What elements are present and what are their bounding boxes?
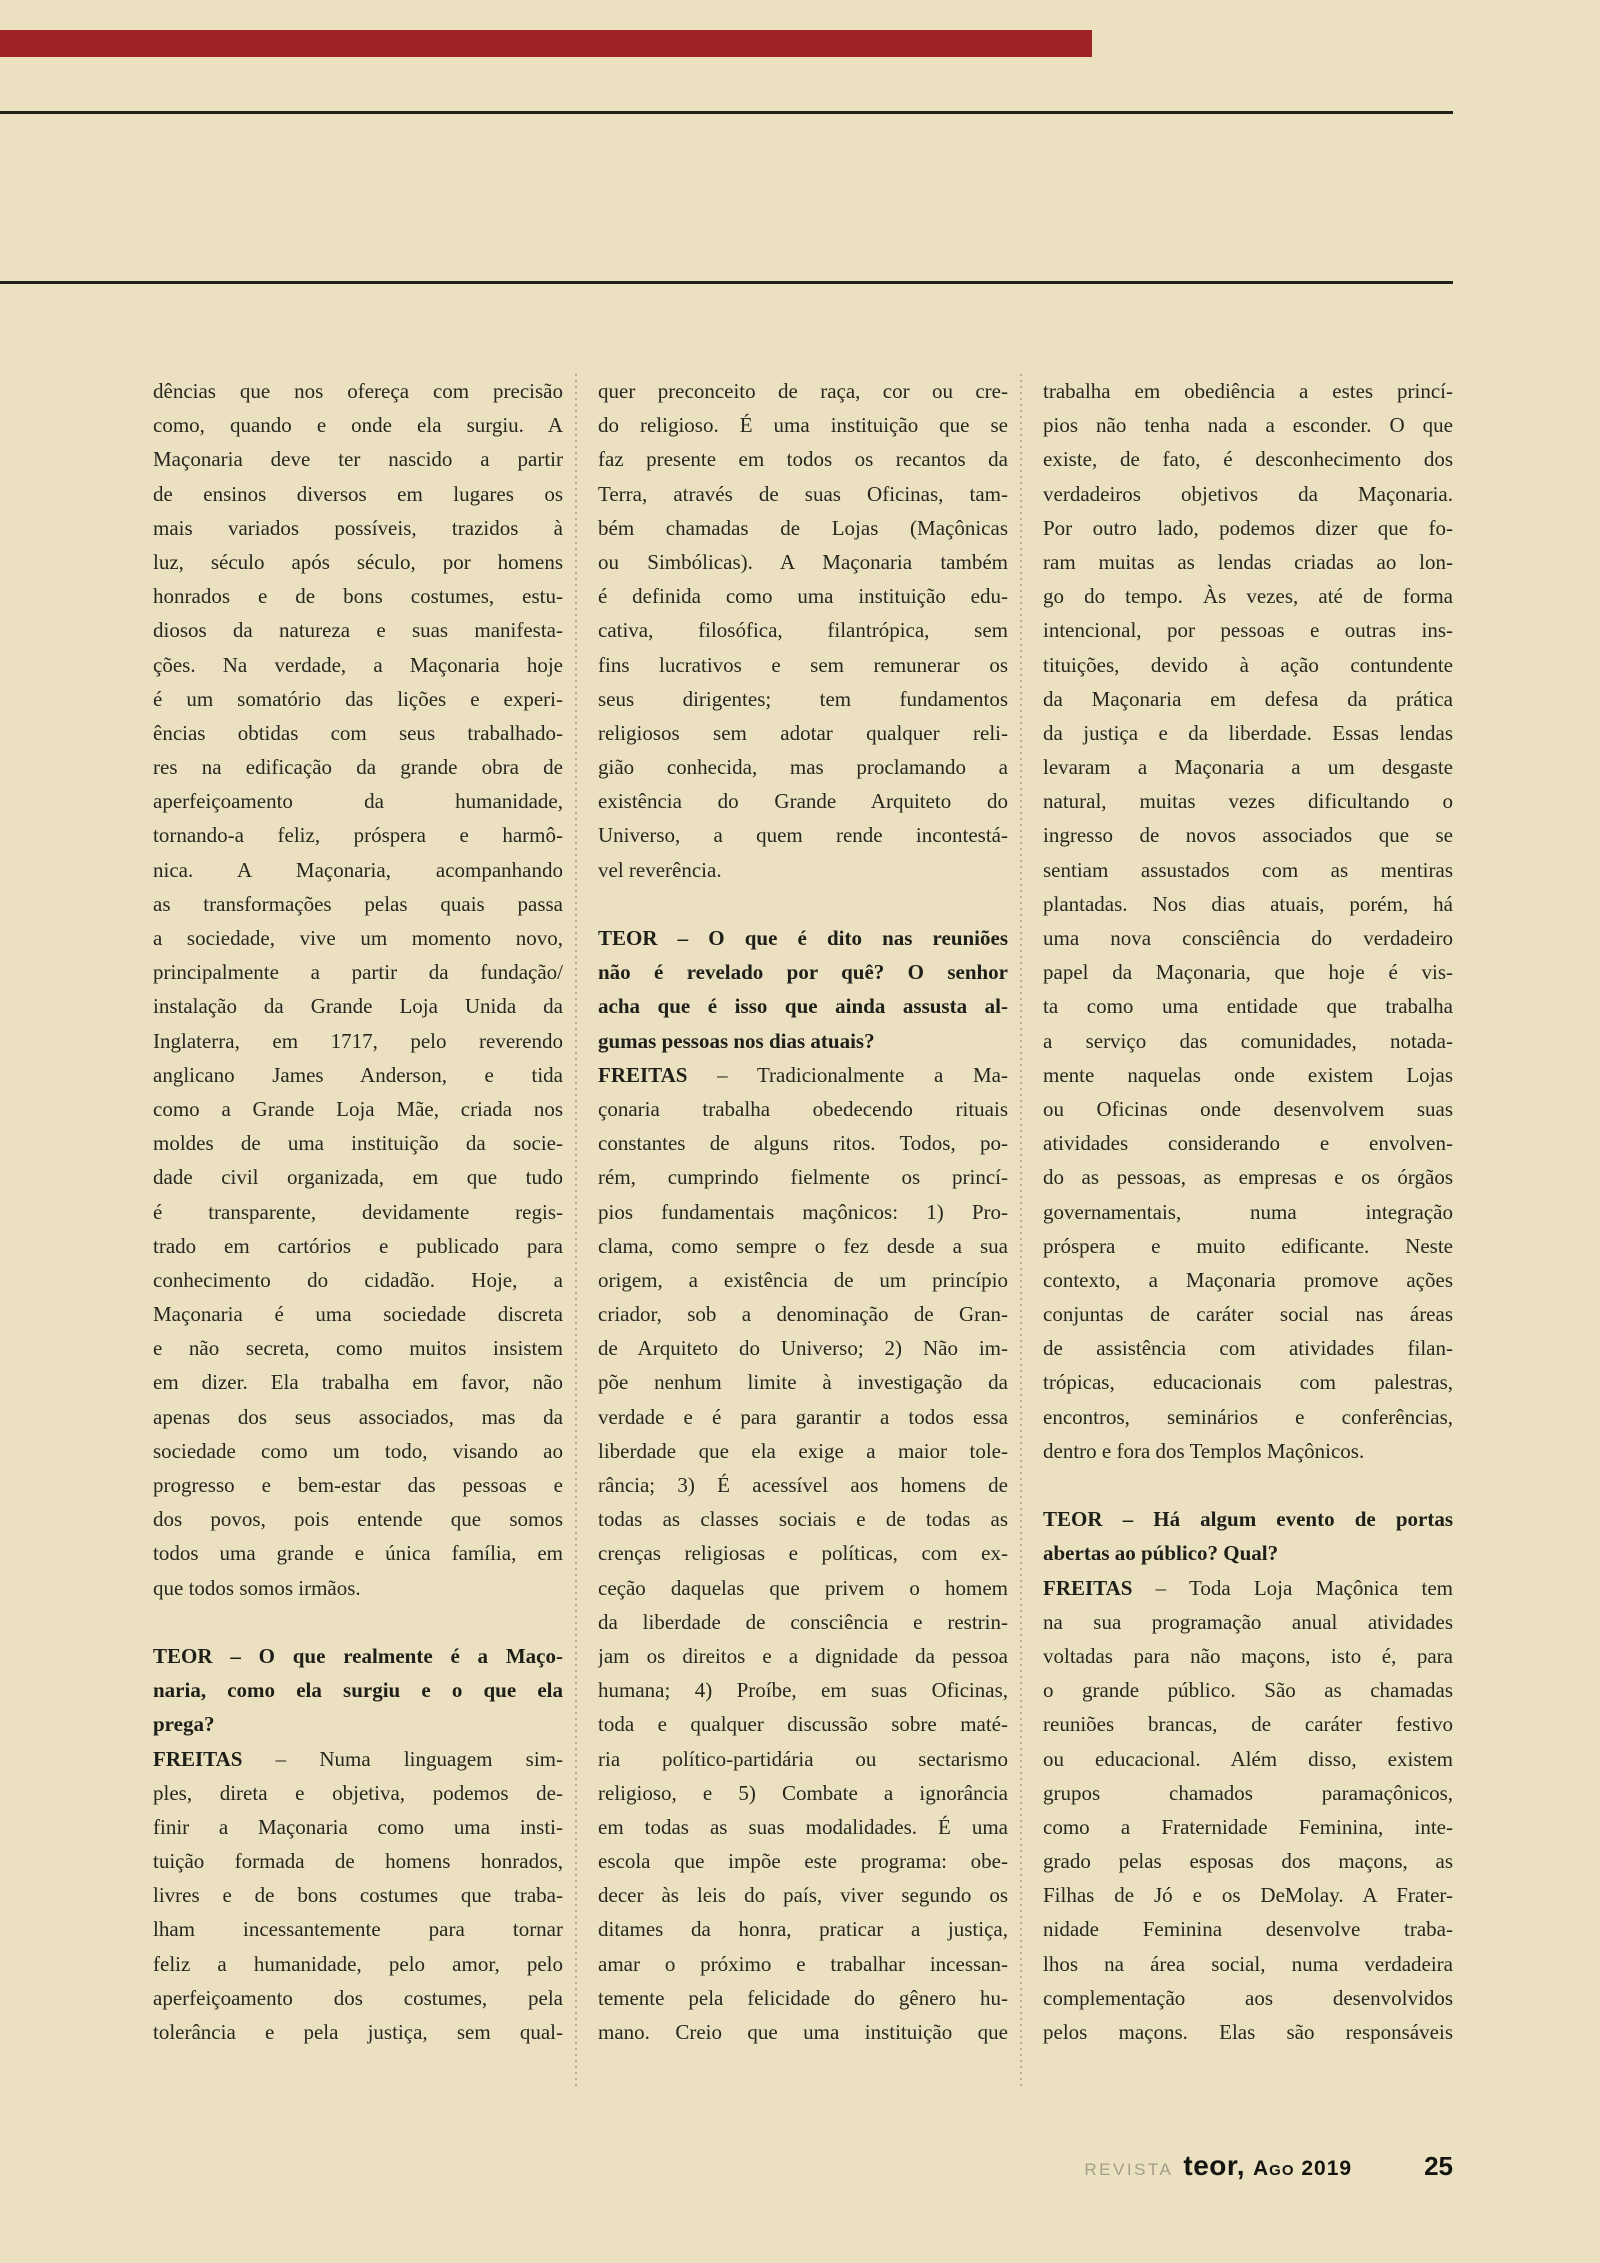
text-line: de assistência com atividades filan- [1043, 1336, 1453, 1361]
text-line: ou Oficinas onde desenvolvem suas [1043, 1096, 1453, 1121]
text-line: Universo, a quem rende incontestá- [598, 823, 1008, 848]
text-line: nidade Feminina desenvolve traba- [1043, 1917, 1453, 1942]
text-line: dentro e fora dos Templos Maçônicos. [1043, 1438, 1365, 1463]
text-line: constantes de alguns ritos. Todos, po- [598, 1131, 1008, 1156]
text-line: da justiça e da liberdade. Essas lendas [1043, 720, 1453, 745]
text-line: intencional, por pessoas e outras ins- [1043, 618, 1453, 643]
interview-question [1043, 1502, 1453, 1570]
text-line: não é revelado por quê? O senhor [598, 960, 1008, 985]
text-line: reuniões brancas, de caráter festivo [1043, 1712, 1453, 1737]
text-line: dos povos, pois entende que somos [153, 1507, 563, 1532]
text-line: verdade e é para garantir a todos essa [598, 1404, 1008, 1429]
text-line: escola que impõe este programa: obe- [598, 1849, 1008, 1874]
text-line: FREITAS – Toda Loja Maçônica tem [1043, 1575, 1453, 1600]
text-line: como a Grande Loja Mãe, criada nos [153, 1096, 563, 1121]
text-line: tuição formada de homens honrados, [153, 1849, 563, 1874]
text-line: prega? [153, 1712, 215, 1737]
text-line: lhos na área social, numa verdadeira [1043, 1951, 1453, 1976]
issue-date: Ago 2019 [1253, 2157, 1353, 2180]
text-line: conjuntas de caráter social nas áreas [1043, 1302, 1453, 1327]
article-column-2 [598, 374, 1008, 2049]
text-line: governamentais, numa integração [1043, 1199, 1453, 1224]
text-line: papel da Maçonaria, que hoje é vis- [1043, 960, 1453, 985]
text-line: nica. A Maçonaria, acompanhando [153, 857, 563, 882]
text-line: trado em cartórios e publicado para [153, 1233, 563, 1258]
text-line: atividades considerando e envolven- [1043, 1131, 1453, 1156]
article-column-3 [1043, 374, 1453, 2049]
text-line: conhecimento do cidadão. Hoje, a [153, 1267, 563, 1292]
text-line: honrados e de bons costumes, estu- [153, 584, 563, 609]
text-line: Inglaterra, em 1717, pelo reverendo [153, 1028, 563, 1053]
text-line: abertas ao público? Qual? [1043, 1541, 1279, 1566]
text-line: encontros, seminários e conferências, [1043, 1404, 1453, 1429]
text-line: a sociedade, vive um momento novo, [153, 926, 563, 950]
text-line: progresso e bem-estar das pessoas e [153, 1473, 563, 1497]
text-line: existência do Grande Arquiteto do [598, 789, 1008, 814]
text-line: TEOR – O que realmente é a Maço- [153, 1643, 563, 1668]
text-line: FREITAS – Tradicionalmente a Ma- [598, 1062, 1008, 1087]
text-line: religiosos sem adotar qualquer reli- [598, 720, 1008, 745]
text-line: gião conhecida, mas proclamando a [598, 755, 1008, 780]
text-line: toda e qualquer discussão sobre maté- [598, 1712, 1008, 1737]
text-line: go do tempo. Às vezes, até de forma [1043, 584, 1453, 609]
top-accent-bar [0, 30, 1092, 57]
text-line: mente naquelas onde existem Lojas [1043, 1062, 1453, 1087]
text-line: pios não tenha nada a esconder. O que [1043, 413, 1453, 438]
top-rule-upper [0, 111, 1453, 114]
text-line: fins lucrativos e sem remunerar os [598, 652, 1008, 677]
text-line: uma nova consciência do verdadeiro [1043, 926, 1453, 950]
text-line: anglicano James Anderson, e tida [153, 1062, 563, 1087]
text-line: ria político-partidária ou sectarismo [598, 1746, 1008, 1771]
text-line: rância; 3) É acessível aos homens de [598, 1473, 1008, 1497]
text-line: FREITAS – Numa linguagem sim- [153, 1746, 563, 1771]
magazine-label: REVISTA [1084, 2160, 1174, 2179]
text-line: finir a Maçonaria como uma insti- [153, 1814, 563, 1839]
page-number: 25 [1424, 2151, 1453, 2181]
text-line: ências obtidas com seus trabalhado- [153, 720, 563, 745]
text-line: complementação aos desenvolvidos [1043, 1985, 1453, 2010]
text-line: trabalha em obediência a estes princí- [1043, 379, 1453, 403]
text-line: çonaria trabalha obedecendo rituais [598, 1096, 1008, 1121]
article-column-1 [153, 374, 563, 2049]
text-line: ples, direta e objetiva, podemos de- [153, 1780, 563, 1805]
column-divider-2 [1020, 374, 1022, 2086]
text-line: apenas dos seus associados, mas da [153, 1404, 563, 1429]
text-line: ta como uma entidade que trabalha [1043, 994, 1453, 1019]
text-line: Filhas de Jó e os DeMolay. A Frater- [1043, 1883, 1453, 1908]
text-line: quer preconceito de raça, cor ou cre- [598, 379, 1008, 403]
text-line: aperfeiçoamento dos costumes, pela [153, 1985, 563, 2010]
text-line: é transparente, devidamente regis- [153, 1199, 563, 1224]
answer-speaker-label: FREITAS [1043, 1575, 1133, 1600]
text-line: Maçonaria deve ter nascido a partir [153, 447, 563, 472]
text-line: grado pelas esposas dos maçons, as [1043, 1849, 1453, 1874]
text-line: gumas pessoas nos dias atuais? [598, 1028, 875, 1053]
text-line: liberdade que ela exige a maior tole- [598, 1438, 1008, 1463]
text-line: criador, sob a denominação de Gran- [598, 1302, 1008, 1327]
text-line: dências que nos ofereça com precisão [153, 379, 563, 403]
text-line: luz, século após século, por homens [153, 549, 563, 574]
text-line: moldes de uma instituição da socie- [153, 1131, 563, 1156]
text-line: na sua programação anual atividades [1043, 1609, 1453, 1634]
text-line: livres e de bons costumes que traba- [153, 1883, 563, 1908]
text-line: que todos somos irmãos. [153, 1575, 361, 1600]
text-line: põe nenhum limite à investigação da [598, 1370, 1008, 1395]
text-line: tornando-a feliz, próspera e harmô- [153, 823, 563, 848]
text-line: faz presente em todos os recantos da [598, 447, 1008, 472]
interview-answer [598, 1058, 1008, 2049]
text-line: lham incessantemente para tornar [153, 1917, 563, 1942]
text-line: origem, a existência de um princípio [598, 1267, 1008, 1292]
text-line: aperfeiçoamento da humanidade, [153, 789, 563, 814]
text-line: mais variados possíveis, trazidos à [153, 515, 563, 540]
interview-answer [153, 1742, 563, 2050]
text-line: ções. Na verdade, a Maçonaria hoje [153, 652, 563, 677]
text-line: tituições, devido à ação contundente [1043, 652, 1453, 677]
text-line: plantadas. Nos dias atuais, porém, há [1043, 891, 1453, 916]
top-rule-lower [0, 281, 1453, 284]
text-line: jam os direitos e a dignidade da pessoa [598, 1643, 1008, 1668]
text-line: amar o próximo e trabalhar incessan- [598, 1951, 1008, 1976]
text-line: naria, como ela surgiu e o que ela [153, 1678, 563, 1703]
text-line: sentiam assustados com as mentiras [1043, 857, 1453, 882]
text-line: como, quando e onde ela surgiu. A [153, 413, 563, 438]
text-line: seus dirigentes; tem fundamentos [598, 686, 1008, 711]
text-line: ou Simbólicas). A Maçonaria também [598, 549, 1008, 574]
text-line: ou educacional. Além disso, existem [1043, 1746, 1453, 1771]
body-paragraph [598, 374, 1008, 887]
interview-question [598, 921, 1008, 1058]
text-line: do religioso. É uma instituição que se [598, 413, 1008, 438]
text-line: ingresso de novos associados que se [1043, 823, 1453, 848]
text-line: vel reverência. [598, 857, 722, 882]
text-line: mano. Creio que uma instituição que [598, 2020, 1008, 2044]
text-line: principalmente a partir da fundação/ [153, 960, 563, 985]
text-line: levaram a Maçonaria a um desgaste [1043, 755, 1453, 780]
text-line: decer às leis do país, viver segundo os [598, 1883, 1008, 1908]
text-line: bém chamadas de Lojas (Maçônicas [598, 515, 1008, 540]
text-line: pelos maçons. Elas são responsáveis [1043, 2020, 1453, 2044]
text-line: humana; 4) Proíbe, em suas Oficinas, [598, 1678, 1008, 1703]
text-line: trópicas, educacionais com palestras, [1043, 1370, 1453, 1395]
text-line: o grande público. São as chamadas [1043, 1678, 1453, 1703]
text-line: ram muitas as lendas criadas ao lon- [1043, 549, 1453, 574]
text-line: contexto, a Maçonaria promove ações [1043, 1267, 1453, 1292]
text-line: rém, cumprindo fielmente os princí- [598, 1165, 1008, 1190]
text-line: dade civil organizada, em que tudo [153, 1165, 563, 1190]
text-line: cativa, filosófica, filantrópica, sem [598, 618, 1008, 643]
text-line: acha que é isso que ainda assusta al- [598, 994, 1008, 1019]
text-line: grupos chamados paramaçônicos, [1043, 1780, 1453, 1805]
text-line: sociedade como um todo, visando ao [153, 1438, 563, 1463]
text-line: Por outro lado, podemos dizer que fo- [1043, 515, 1453, 540]
text-line: res na edificação da grande obra de [153, 755, 563, 780]
page-footer [853, 2150, 1453, 2182]
text-line: de Arquiteto do Universo; 2) Não im- [598, 1336, 1008, 1361]
text-line: Maçonaria é uma sociedade discreta [153, 1302, 563, 1327]
text-line: ceção daquelas que privem o homem [598, 1575, 1008, 1600]
text-line: e não secreta, como muitos insistem [153, 1336, 563, 1361]
magazine-name: teor, [1183, 2150, 1246, 2181]
text-line: todos uma grande e única família, em [153, 1541, 563, 1566]
text-line: a serviço das comunidades, notada- [1043, 1028, 1453, 1053]
interview-answer [1043, 1571, 1453, 2050]
column-divider-1 [575, 374, 577, 2086]
text-line: é um somatório das lições e experi- [153, 686, 563, 711]
text-line: em dizer. Ela trabalha em favor, não [153, 1370, 563, 1395]
text-line: da liberdade de consciência e restrin- [598, 1609, 1008, 1634]
text-line: crenças religiosas e políticas, com ex- [598, 1541, 1008, 1566]
text-line: tolerância e pela justiça, sem qual- [153, 2020, 563, 2044]
text-line: como a Fraternidade Feminina, inte- [1043, 1814, 1453, 1839]
text-line: instalação da Grande Loja Unida da [153, 994, 563, 1019]
text-line: natural, muitas vezes dificultando o [1043, 789, 1453, 814]
text-line: existe, de fato, é desconhecimento dos [1043, 447, 1453, 472]
answer-speaker-label: FREITAS [153, 1746, 243, 1771]
article-columns [153, 374, 1453, 2049]
text-line: TEOR – Há algum evento de portas [1043, 1507, 1453, 1532]
text-line: verdadeiros objetivos da Maçonaria. [1043, 481, 1453, 506]
text-line: todas as classes sociais e de todas as [598, 1507, 1008, 1532]
text-line: ditames da honra, praticar a justiça, [598, 1917, 1008, 1942]
text-line: pios fundamentais maçônicos: 1) Pro- [598, 1199, 1008, 1224]
text-line: TEOR – O que é dito nas reuniões [598, 926, 1008, 950]
text-line: Terra, através de suas Oficinas, tam- [598, 481, 1008, 506]
text-line: em todas as suas modalidades. É uma [598, 1814, 1008, 1839]
text-line: da Maçonaria em defesa da prática [1043, 686, 1453, 711]
text-line: próspera e muito edificante. Neste [1043, 1233, 1453, 1258]
answer-speaker-label: FREITAS [598, 1062, 688, 1087]
text-line: de ensinos diversos em lugares os [153, 481, 563, 506]
body-paragraph [1043, 374, 1453, 1468]
text-line: feliz a humanidade, pelo amor, pelo [153, 1951, 563, 1976]
text-line: temente pela felicidade do gênero hu- [598, 1985, 1008, 2010]
text-line: as transformações pelas quais passa [153, 891, 563, 916]
interview-question [153, 1639, 563, 1742]
text-line: voltadas para não maçons, isto é, para [1043, 1643, 1453, 1668]
text-line: é definida como uma instituição edu- [598, 584, 1008, 609]
text-line: diosos da natureza e suas manifesta- [153, 618, 563, 643]
body-paragraph [153, 374, 563, 1605]
text-line: do as pessoas, as empresas e os órgãos [1043, 1165, 1453, 1190]
text-line: religioso, e 5) Combate a ignorância [598, 1780, 1008, 1805]
text-line: clama, como sempre o fez desde a sua [598, 1233, 1008, 1258]
